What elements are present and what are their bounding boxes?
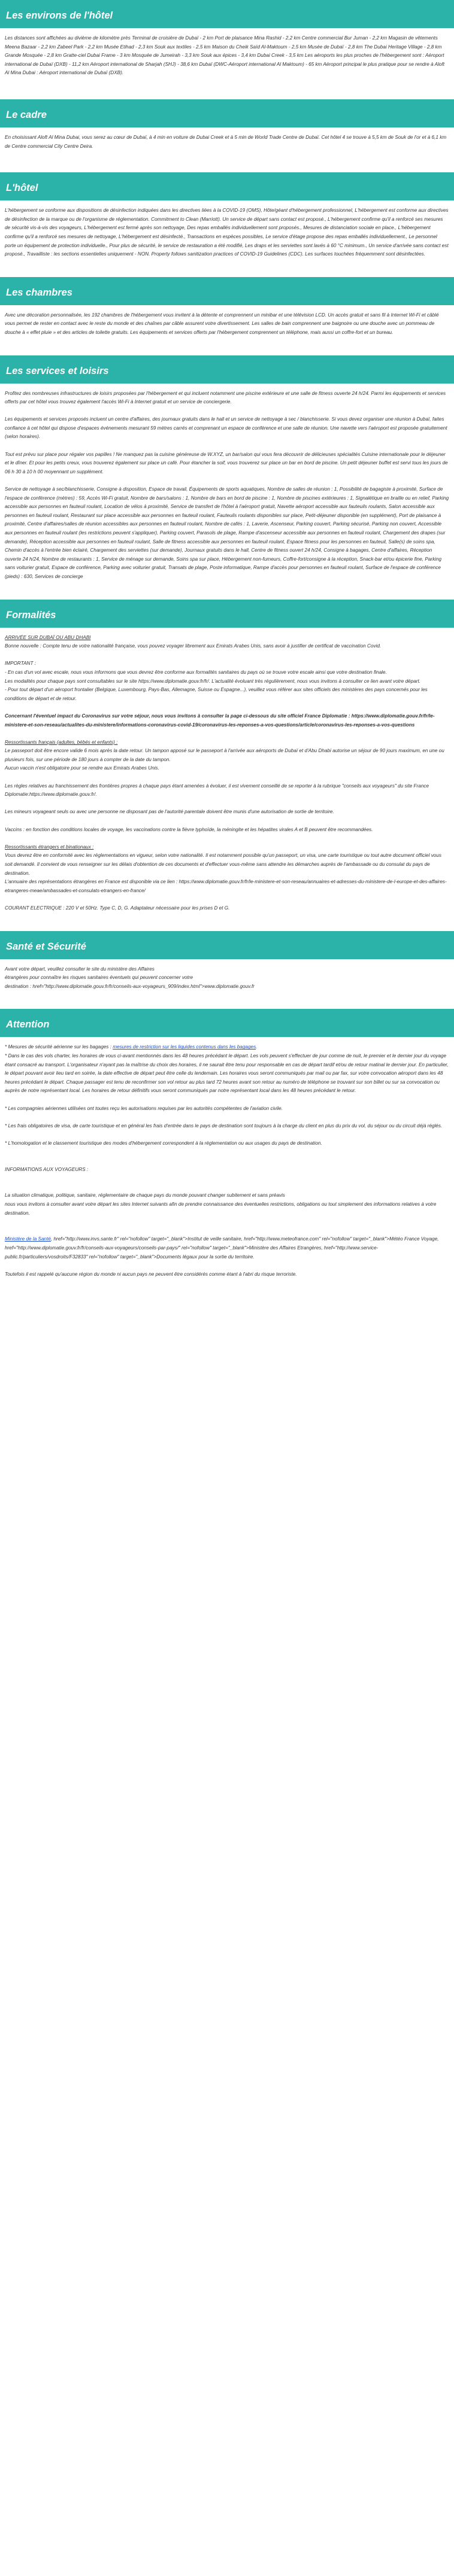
formalites-line: Le passeport doit être encore valide 6 mois après la date retour. Un tampon apposé sur le passeport à l'arrivée aux aéroports de Dubaï et d'Abu Dhabi autorise un séjour de 90 jours maximum, en une ou plusieurs fois, sur une période de 180 jours à compter de la date du tampon. [5,748,444,762]
formalites-lines [5,634,449,913]
formalites-line: Les modalités pour chaque pays sont consultables sur le site https://www.diplomatie.gouv.fr/fr/. L'actualité évoluant très régulièrement, nous vous invitons à consulter ce lien avant votre départ. [5,678,421,684]
formalites-line: COURANT ELECTRIQUE : 220 V et 50Hz. Type C, D, G. Adaptateur nécessaire pour les prises D et G. [5,905,230,911]
attention-paragraph: * Les compagnies aériennes utilisées ont toutes reçu les autorisations requises par les autorités compétentes de l'aviation civile. [5,1105,283,1111]
spacer [5,834,449,843]
sante-line: Avant votre départ, veuillez consulter le site du ministère des Affaires [5,966,155,972]
formalites-line: - En cas d'un vol avec escale, nous vous informons que vous devrez être conforme aux formalités sanitaires du pays où se trouve votre escale ainsi que votre destination finale. [5,669,387,675]
spacer [5,1227,449,1236]
spacer [5,703,449,712]
formalites-line: Vous devrez être en conformité avec les réglementations en vigueur, selon votre nationalité. Il est notamment possible qu'un passeport, un visa, une carte touristique ou tout autre document officiel vous soit demandé. Il convient de vous renseigner sur les délais d'obtention de ces documents et d'effectuer vous-même sans attendre les démarches auprès de l'ambassade ou du consulat du pays de destination. [5,853,441,876]
sante-line: destination : href="http://www.diplomatie.gouv.fr/fr/conseils-aux-voyageurs_909/index.html">www.diplomatie.gouv.fr [5,983,255,989]
formalites-line: Les mineurs voyageant seuls ou avec une personne ne disposant pas de l'autorité parentale doivent être munis d'une autorisation de sortie de territoire. [5,809,334,815]
services-paragraph: Profitez des nombreuses infrastructures de loisirs proposées par l'hébergement et qui incluent notamment une piscine extérieure et une salle de fitness ouverte 24 h/24. Parmi les équipements et services offerts par cet hôtel vous trouvez également l'accès Wi-Fi à Internet gratuit et un service de conciergerie. [5,390,446,405]
section-title-sante: Santé et Sécurité [0,931,454,959]
services-paragraph: Tout est prévu sur place pour régaler vos papilles ! Ne manquez pas la cuisine généreuse de W.XYZ, un bar/salon qui vous fera découvrir de délicieuses spécialités Cuisine internationale pour le déjeuner et le dîner. Et pour les petits creux, vous trouverez également sur place un café. Pour étancher la soif, vous trouverez sur place un bar en bord de piscine. Un petit déjeuner buffet est servi tous les jours de 06 h 30 à 10 h 00 moyennant un supplément. [5,451,448,475]
section-body-hotel [0,200,454,277]
hotel-paragraph: L'hébergement se conforme aux dispositions de désinfection indiquées dans les directives liées à la COVID-19 (OMS), Hôte/géant d'hébergement professionnel, L'hébergement est conforme aux directives de désinfection de la marque ou de l'organisme de réglementation. Commitment to Clean (Marriott). Un service de départ sans contact est proposé., L'hébergement confirme qu'il a renforcé ses mesures de sécurité vis-à-vis des voyageurs, L'hébergement est fermé après son nettoyage, Des repas emballés individuellement sont proposés., Mesures de distanciation sociale en place., L'hébergement confirme qu'il a renforcé ses mesures de nettoyage, L'hébergement est désinfecté., Transactions en espèces possibles, Le service d'étage propose des repas emballés individuellement., Le personnel porte un équipement de protection individuelle., Pour plus de sécurité, le service de restauration a été modifié, Les draps et les serviettes sont lavés à 60 °C minimum., Un service d'arrivée sans contact est proposé., Travailliste : les sections essentielles uniquement - NON. Property follows sanitization practices of COVID-19 Guidelines (CDC). Les surfaces touchées fréquemment sont désinfectées. [5,208,449,257]
ministry-health-link[interactable]: Ministère de la Santé [5,1236,51,1242]
spacer [5,1183,449,1192]
attention-security-suffix: . [256,1044,258,1050]
spacer [5,799,449,808]
section-title-environs: Les environs de l'hôtel [0,0,454,28]
formalites-line: - Pour tout départ d'un aéroport frontalier (Belgique, Luxembourg, Pays-Bas, Allemagne, Suisse ou Espagne...), veuillez vous référer aux sites officiels des ministères des pays concernés pour les conditions de départ et de retour. [5,687,428,701]
services-paragraph: Service de nettoyage à sec/blanchisserie, Consigne à disposition, Espace de travail, Équipements de sports aquatiques, Nombre de salles de réunion : 1, Possibilité de bagagiste à proximité, Surface de l'espace de conférence (mètres) : 59, Accès Wi-Fi gratuit, Nombre de bars/salons : 1, Nombre de bars en bord de piscine : 1, Nombre de piscines extérieures : 1, Signalétique en braille ou en relief, Parking accessible aux personnes en fauteuil roulant, Location de vélos à proximité, Service de transfert de l'hôtel à l'aéroport gratuit, Navette aéroport accessible aux fauteuils roulants, Salon accessible aux personnes en fauteuil roulant, Restaurant sur place accessible aux personnes en fauteuil roulant, Fauteuils roulants disponibles sur place, Petit-déjeuner disponible (en supplément), Port de plaisance à proximité, Centre d'affaires/salles de réunion accessibles aux personnes en fauteuil roulant, Nombre de cafés : 1, Laverie, Ascenseur, Parking couvert, Parking sécurisé, Parking non couvert, Accessible aux personnes en fauteuil roulant (les restrictions peuvent s'appliquer), Parking couvert, Parasols de plage, Rampe d'ascenseur accessible aux personnes en fauteuil roulant, Chargement des drapes (sur demande), Réception accessible aux personnes en fauteuil roulant, Salle de fitness accessible aux personnes en fauteuil roulant, Espace fitness pour les personnes en fauteuil, Salle(s) de soins spa, Chemin d'accès à l'entrée bien éclairé, Chargement des serviettes (sur demande), Journaux gratuits dans le hall, Centre de fitness ouvert 24 h/24, Consigne à bagages, Centre d'affaires, Réception ouverte 24 h/24, Nombre de restaurants : 1, Service de ménage sur demande, Soins spa sur place, Hébergement non-fumeurs, Coffre-fort/consigne à la réception, Snack-bar et/ou épicerie fine, Parking sans voiturier gratuit, Espace de conférence, Parking avec voiturier gratuit, Transats de plage, Poste informatique, Rampe d'accès pour personnes en fauteuil roulant, Surface de l'espace de conférence (pieds) : 630, Services de concierge [5,486,449,579]
formalites-line: Ressortissants français (adultes, bébés et enfants) : [5,739,118,745]
spacer [5,895,449,904]
section-title-hotel: L'hôtel [0,172,454,200]
environs-paragraph: Les distances sont affichées au divième de kilomètre près Terminal de croisière de Dubaï - 2 km Port de plaisance Mina Rashid - 2,2 km Centre commercial Bur Juman - 2,2 km Magasin de vêtements Meena Bazaar - 2,2 km Zabeel Park - 2,2 km Musée Etihad - 2,3 km Souk aux textiles - 2,5 km Maison du Cheik Saïd Al-Maktoum - 2,5 km Musée de Dubaï - 2,8 km The Dubai Heritage Village - 2,8 km Grande Mosquée - 2,8 km Gratte-ciel Dubai Frame - 3 km Mosquée de Jumeirah - 3,3 km Souk aux épices - 3,4 km Dubai Creek - 3,5 km Les aéroports les plus proches de l'hébergement sont : Aéroport international de Dubaï (DXB) - 11,2 km Aéroport international de Sharjah (SHJ) - 38,6 km Dubaï (DWC-Aéroport international Al Maktoum) - 65 km Aéroport principal le plus pratique pour se rendre à Aloft Al Mina Dubai : Aéroport international de Dubaï (DXB). [5,35,445,76]
section-title-chambres: Les chambres [0,277,454,305]
formalites-line: IMPORTANT : [5,661,37,667]
liquids-restriction-link[interactable]: mesures de restriction sur les liquides contenus dans les bagages [113,1044,256,1050]
attention-paragraph: * Dans le cas des vols charter, les horaires de vous ci-avant mentionnés dans les 48 heures précédant le départ. Les vols peuvent s'effectuer de jour comme de nuit, le premier et le dernier jour du voyage étant consacré au transport. L'organisateur n'ayant pas la maîtrise du choix des horaires, il ne saurait être tenu pour responsable en cas de départ tardif et/ou de retour matinal le dernier jour. En particulier, le départ pouvant avoir lieu tard en soirée, la date effective de départ peut être celle du lendemain. Les horaires vous seront communiqués par mail ou par fax, sur votre convocation aéroport dans les 48 heures précédant le départ. Chaque passager est tenu de reconfirmer son vol retour au plus tard 72 heures avant son retour au numéro de téléphone se trouvant sur son billet ou sur sa convocation ou auprès de notre représentant local. Les horaires de retour définitifs vous seront communiqués par notre représentant local dans les 48 heures précédant le retour. [5,1053,449,1094]
ministry-links [5,1235,449,1261]
spacer [5,1157,449,1166]
attention-paragraph: La situation climatique, politique, sanitaire, réglementaire de chaque pays du monde pouvant changer subitement et sans préavis [5,1193,285,1199]
formalites-line: Concernant l'éventuel impact du Coronavirus sur votre séjour, nous vous invitons à consulter la page ci-dessous du site officiel France Diplomatie : https://www.diplomatie.gouv.fr/fr/le-ministere-et-son-reseau/actualites-du-ministere/informations-coronavirus-covid-19/coronavirus-les-reponses-a-vos-questions/article/coronavirus-les-reponses-a-vos-questions [5,713,435,728]
section-title-services: Les services et loisirs [0,355,454,384]
section-body-formalites [0,628,454,931]
section-body-services [0,384,454,600]
section-body-attention [0,1037,454,1297]
attention-paragraph: nous vous invitons à consulter avant votre départ les sites Internet suivants afin de prendre connaissance des éventuelles restrictions, obligations ou tout simplement des informations relatives à votre destination. [5,1202,437,1216]
formalites-line: Ressortissants étrangers et binationaux : [5,844,94,850]
spacer [5,651,449,660]
sante-line: étrangères pour connaître les risques sanitaires éventuels qui peuvent concerner votre [5,975,193,981]
attention-line-security [5,1043,449,1052]
attention-paragraph: * L'homologation et le classement touristique des modes d'hébergement correspondent à la réglementation ou aux usages du pays de destination. [5,1140,322,1146]
section-body-environs [0,28,454,99]
section-body-sante [0,959,454,1009]
formalites-line: L'annuaire des représentations étrangères en France est disponible via ce lien : https://www.diplomatie.gouv.fr/fr/le-ministere-et-son-reseau/annuaires-et-adresses-du-ministere-de-l-europe-et-des-affaires-etrangeres-meae/ambassades-et-consulats-etrangers-en-france/ [5,879,447,893]
section-body-cadre [0,127,454,172]
formalites-line: ARRIVÉE SUR DUBAÏ OU ABU DHABI [5,634,91,640]
formalites-line: Vaccins : en fonction des conditions locales de voyage, les vaccinations contre la fièvre typhoïde, la méningite et les hépatites virales A et B peuvent être recommandées. [5,826,373,832]
ministry-links-rest: , href="http://www.invs.sante.fr" rel="nofollow" target="_blank">Institut de veille sanitaire, href="http://www.meteofrance.com" rel="nofollow" target="_blank">Météo France Voyage, href="http://www.diplomatie.gouv.fr/fr/conseils-aux-voyageurs/conseils-par-pays/" rel="nofollow" target="_blank">Ministère des Affaires Etrangères, href="http://www.service-public.fr/particuliers/vosdroits/F32833" rel="nofollow" target="_blank">Documents légaux pour la sortie du territoire. [5,1236,439,1260]
section-title-cadre: Le cadre [0,99,454,127]
terrorism-note: Toutefois il est rappelé qu'aucune région du monde ni aucun pays ne peuvent être considérés comme étant à l'abri du risque terroriste. [5,1271,297,1277]
spacer [5,817,449,826]
spacer [5,729,449,738]
formalites-line: Les règles relatives au franchissement des frontières propres à chaque pays étant amenées à évoluer, il est vivement conseillé de se reporter à la rubrique "conseils aux voyageurs" du site France Diplomatie:https://www.diplomatie.gouv.fr/. [5,783,429,798]
section-body-chambres [0,305,454,355]
chambres-paragraph: Avec une décoration personnalisée, les 192 chambres de l'hébergement vous invitent à la détente et comprennent un minibar et une télévision LCD. Un accès gratuit et sans fil à Internet Wi-Fi et câblé vous permet de rester en contact avec le reste du monde et des chaînes par câble assurent votre divertissement. Les salles de bain comprennent une baignoire ou une douche avec un pommeau de douche à « effet pluie » et des articles de toilette gratuits. Les équipements et services offerts par l'hébergement comprennent un téléphone, mais aussi un coffre-fort et un bureau. [5,312,439,335]
info-voyageurs-title: INFORMATIONS AUX VOYAGEURS : [5,1166,89,1172]
attention-paragraph: * Les frais obligatoires de visa, de carte touristique et en général les frais d'entrée dans le pays de destination sont toujours à la charge du client en plus du prix du vol, du séjour ou du circuit déjà réglés. [5,1123,443,1129]
section-title-formalites: Formalités [0,600,454,628]
spacer [5,773,449,782]
services-paragraph: Les équipements et services proposés incluent un centre d'affaires, des journaux gratuits dans le hall et un service de nettoyage à sec / blanchisserie. Si vous devez organiser une réunion à Dubaï, faites confiance à cet hôtel qui dispose d'espaces événements mesurant 59 mètres carrés et comprenant un espace de conférence et une salle de réunion. Une navette vers l'aéroport est proposée gratuitement (selon horaires). [5,416,447,440]
attention-security-prefix: * Mesures de sécurité aérienne sur les bagages : [5,1044,113,1050]
section-title-attention: Attention [0,1009,454,1037]
cadre-paragraph: En choisissant Aloft Al Mina Dubai, vous serez au cœur de Dubaï, à 4 min en voiture de Dubai Creek et à 5 min de World Trade Centre de Dubaï. Cet hôtel 4 se trouve à 5,5 km de Souk de l'or et à 6,1 km de Centre commercial City Centre Deira. [5,134,447,149]
formalites-line: Bonne nouvelle : Compte tenu de votre nationalité française, vous pouvez voyager librement aux Emirats Arabes Unis, sans avoir à justifier de certificat de vaccination Covid. [5,643,382,649]
formalites-line: Aucun vaccin n'est obligatoire pour se rendre aux Emirats Arabes Unis. [5,765,159,771]
